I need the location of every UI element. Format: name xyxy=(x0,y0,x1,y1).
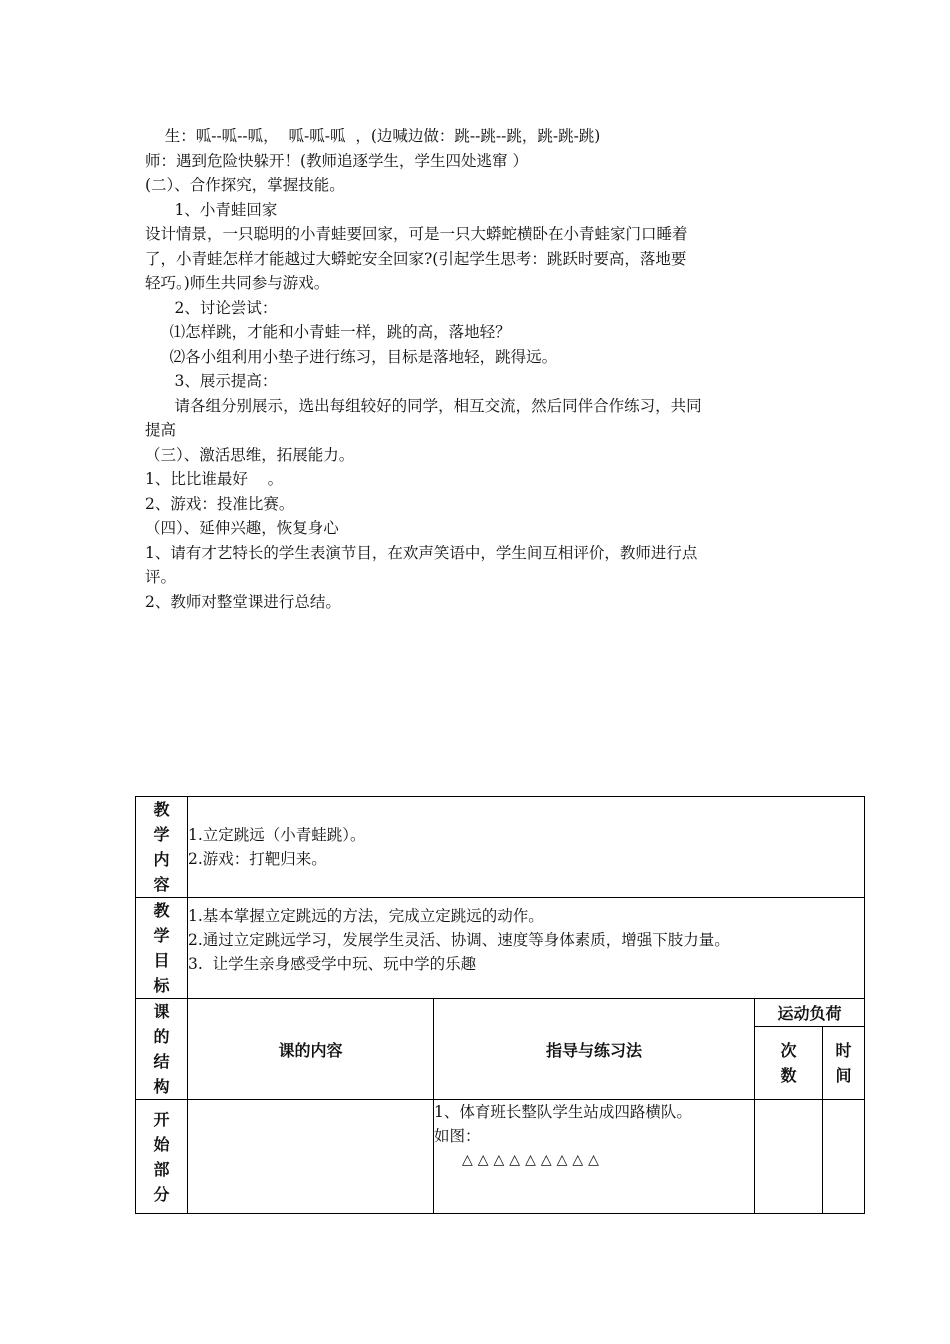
text-line: 轻巧。)师生共同参与游戏。 xyxy=(145,274,330,292)
section-heading: (二）、合作探究，掌握技能。 xyxy=(145,176,345,194)
text-line: 生：呱--呱--呱， 呱-呱-呱 ，(边喊边做：跳--跳--跳，跳-跳-跳) xyxy=(145,127,601,145)
row-structure-header xyxy=(136,999,865,1027)
section-heading: （四）、延伸兴趣，恢复身心 xyxy=(145,519,339,537)
start-count-cell xyxy=(755,1100,823,1214)
guide-line: 如图： xyxy=(434,1127,481,1145)
teaching-goals-cell xyxy=(188,898,865,999)
text-line: 1、比比谁最好 。 xyxy=(145,470,284,488)
teaching-content-label: 教 学 内 容 xyxy=(136,797,188,898)
col-guidance-method: 指导与练习法 xyxy=(434,999,755,1100)
content-item: 2.游戏：打靶归来。 xyxy=(188,850,327,868)
formation-triangles: △△△△△△△△△ xyxy=(462,1152,604,1168)
text-line: ⑴怎样跳，才能和小青蛙一样，跳的高，落地轻？ xyxy=(145,323,511,341)
goal-item: 1.基本掌握立定跳远的方法，完成立定跳远的动作。 xyxy=(188,907,544,925)
teaching-goals-label: 教 学 目 标 xyxy=(136,898,188,999)
content-item: 1.立定跳远（小青蛙跳）。 xyxy=(188,826,366,844)
text-line: 2、教师对整堂课进行总结。 xyxy=(145,592,341,611)
lesson-text xyxy=(145,124,815,614)
start-guide-cell xyxy=(434,1100,755,1214)
text-line: 提高 xyxy=(145,421,177,439)
text-line: ⑵各小组利用小垫子进行练习，目标是落地轻，跳得远。 xyxy=(145,347,558,366)
goal-item: 3. 让学生亲身感受学中玩、玩中学的乐趣 xyxy=(188,955,477,973)
col-time: 时 间 xyxy=(823,1027,865,1100)
row-start-section xyxy=(136,1100,865,1214)
text-line: 设计情景，一只聪明的小青蛙要回家，可是一只大蟒蛇横卧在小青蛙家门口睡着 xyxy=(145,225,688,243)
section-heading: （三）、激活思维，拓展能力。 xyxy=(145,445,355,464)
text-line: 3、展示提高： xyxy=(145,372,278,390)
row-teaching-goals xyxy=(136,898,865,999)
teaching-content-cell xyxy=(188,797,865,898)
start-content-cell xyxy=(188,1100,434,1214)
start-time-cell xyxy=(823,1100,865,1214)
start-section-label: 开 始 部 分 xyxy=(136,1100,188,1214)
col-count: 次 数 xyxy=(755,1027,823,1100)
lesson-plan-table xyxy=(135,796,865,1214)
col-lesson-content: 课的内容 xyxy=(188,999,434,1100)
text-line: 1、请有才艺特长的学生表演节目，在欢声笑语中，学生间互相评价，教师进行点 xyxy=(145,543,698,562)
lesson-structure-label: 课 的 结 构 xyxy=(136,999,188,1100)
text-line: 2、讨论尝试： xyxy=(145,298,278,317)
text-line: 请各组分别展示，选出每组较好的同学，相互交流，然后同伴合作练习，共同 xyxy=(145,396,702,415)
col-exercise-load: 运动负荷 xyxy=(755,999,865,1027)
text-line: 了，小青蛙怎样才能越过大蟒蛇安全回家?(引起学生思考：跳跃时要高，落地要 xyxy=(145,249,687,268)
guide-line: 1、体育班长整队学生站成四路横队。 xyxy=(434,1103,692,1121)
text-line: 1、小青蛙回家 xyxy=(145,200,278,219)
row-teaching-content xyxy=(136,797,865,898)
text-line: 评。 xyxy=(145,568,177,586)
goal-item: 2.通过立定跳远学习，发展学生灵活、协调、速度等身体素质，增强下肢力量。 xyxy=(188,931,730,949)
text-line: 师：遇到危险快躲开！(教师追逐学生，学生四处逃窜 ） xyxy=(145,151,528,170)
text-line: 2、游戏：投准比赛。 xyxy=(145,494,295,513)
